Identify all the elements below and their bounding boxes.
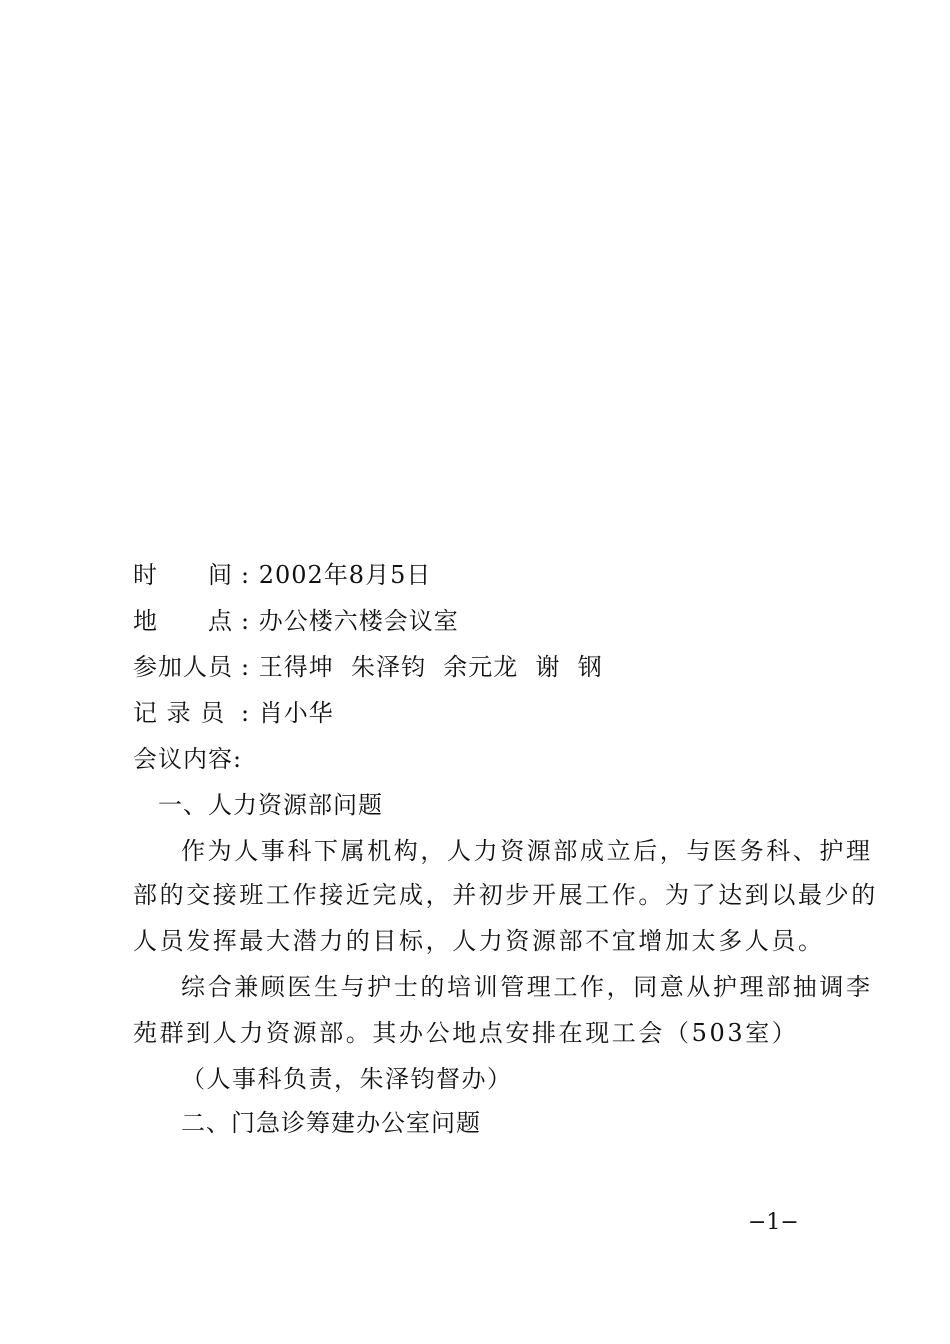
meeting-recorder-label: 记 录 员	[133, 699, 226, 727]
colon: :	[241, 561, 251, 589]
responsibility-note: （人事科负责，朱泽钧督办）	[181, 1065, 513, 1093]
meeting-recorder-value: 肖小华	[258, 699, 334, 727]
colon: :	[241, 607, 251, 635]
paragraph-line: 综合兼顾医生与护士的培训管理工作，同意从护理部抽调李	[181, 973, 873, 1001]
section-heading: 一、人力资源部问题	[158, 791, 383, 819]
paragraph-line: 苑群到人力资源部。其办公地点安排在现工会（503室）	[133, 1019, 799, 1047]
meeting-place-line	[133, 606, 459, 636]
meeting-recorder-line	[133, 698, 334, 728]
meeting-time-label: 时 间	[133, 561, 233, 589]
colon: :	[241, 653, 251, 681]
page-number: −1−	[748, 1210, 799, 1235]
paragraph-line: 作为人事科下属机构，人力资源部成立后，与医务科、护理	[181, 837, 873, 865]
colon: :	[241, 699, 251, 727]
meeting-attendees-line	[133, 652, 603, 682]
paragraph-line: 部的交接班工作接近完成，并初步开展工作。为了达到以最少的	[133, 881, 878, 909]
meeting-attendees-value: 王得坤 朱泽钧 余元龙 谢 钢	[258, 653, 603, 681]
meeting-time-line	[133, 560, 431, 590]
paragraph-line: 人员发挥最大潜力的目标，人力资源部不宜增加太多人员。	[133, 927, 825, 955]
meeting-place-label: 地 点	[133, 607, 233, 635]
meeting-time-value: 2002年8月5日	[258, 561, 432, 589]
meeting-attendees-label: 参加人员	[133, 653, 233, 681]
meeting-content-label: 会议内容:	[133, 745, 243, 773]
meeting-place-value: 办公楼六楼会议室	[258, 607, 459, 635]
section-heading: 二、门急诊筹建办公室问题	[181, 1109, 481, 1137]
